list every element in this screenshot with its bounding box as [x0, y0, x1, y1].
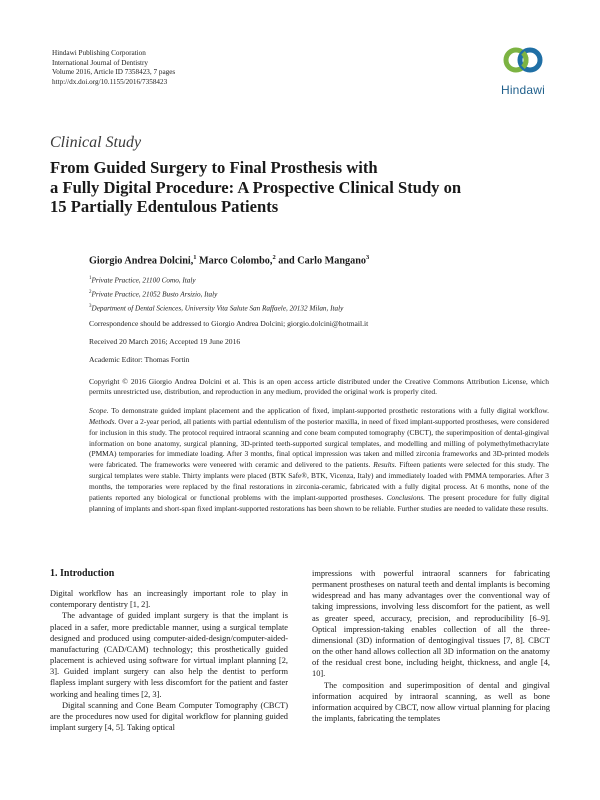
left-column — [50, 568, 288, 733]
abstract-conclusions-label: Conclusions. — [386, 492, 426, 502]
logo-wordmark: Hindawi — [500, 83, 546, 97]
author-name[interactable]: and Carlo Mangano — [278, 255, 366, 267]
affiliation-sup: 1 — [89, 276, 92, 281]
hindawi-logo-icon — [501, 38, 545, 82]
affiliation — [89, 273, 343, 287]
journal-name: International Journal of Dentistry — [52, 58, 149, 67]
right-column — [312, 568, 550, 724]
body-paragraph: Digital workflow has an increasingly important role to play in contemporary dentistry [1, 2]. — [50, 589, 288, 610]
affiliation — [89, 301, 343, 315]
author-list — [89, 254, 369, 266]
abstract-methods: Over a 2-year period, all patients with partial edentulism of the posterior maxilla, in need of fixed implant-supported prostheses, were considered for inclusion in this study. The protocol required intraoral scanning and cone beam computed tomography (CBCT), the superimposition of dental-gingival information on bone anatomy, surgical planning, 3D-printed teeth-supported surgical templates, and modelling and milling of polymethylmethacrylate (PMMA) temporaries for immediate loading. After 3 months, final optical impression was taken and milled zirconia frameworks and 3D-printed models were fabricated. The frameworks were veneered with ceramic and delivered to the patients. — [89, 416, 549, 470]
body-paragraph: The composition and superimposition of dental and gingival information acquired by intraoral scanning, as well as bone information acquired by CBCT, now allow virtual planning for placing the implants, fabricating the templates — [312, 680, 550, 724]
affiliation-sup: 3 — [89, 303, 92, 309]
affiliation-text: Private Practice, 21100 Como, Italy — [91, 276, 196, 285]
abstract-scope: To demonstrate guided implant placement and the application of fixed, implant-supported prosthetic restorations with a fully digital workflow. — [111, 406, 549, 415]
section-heading: 1. Introduction — [50, 568, 115, 579]
affiliation-sup: 2 — [89, 289, 92, 295]
abstract — [89, 406, 549, 514]
correspondence: Correspondence should be addressed to Giorgio Andrea Dolcini; giorgio.dolcini@hotmail.it — [89, 319, 369, 328]
abstract-results-label: Results. — [373, 460, 397, 470]
abstract-results: Fifteen patients were selected for this study. The surgical templates were stable. Thirty implants were placed (BTK Safe®, BTK, Vicenza, Italy) and immediately loaded with PMMA temporaries. After 3 months, the temporaries were replaced by the final restorations in zirconia-ceramic, fabricated with a fully digital process. At 6 months, none of the patients reported any biological or functional problems with the implant-supported prostheses. — [89, 460, 549, 502]
title-line: 15 Partially Edentulous Patients — [50, 197, 279, 217]
article-title — [50, 158, 570, 217]
doi-link[interactable]: http://dx.doi.org/10.1155/2016/7358423 — [52, 77, 168, 86]
abstract-methods-label: Methods. — [89, 416, 117, 426]
title-line: a Fully Digital Procedure: A Prospective Clinical Study on — [50, 177, 462, 197]
copyright-notice: Copyright © 2016 Giorgio Andrea Dolcini et al. This is an open access article distributed under the Creative Commons Attribution License, which permits unrestricted use, distribution, and reproduction in any medium, provided the original work is properly cited. — [89, 377, 549, 397]
hindawi-logo — [497, 38, 549, 104]
academic-editor: Academic Editor: Thomas Fortin — [89, 355, 190, 364]
abstract-conclusions: The present procedure for fully digital planning of implants and short-span fixed implant-supported restorations has been shown to be reliable. Further studies are needed to validate these results. — [89, 492, 550, 513]
publisher-name: Hindawi Publishing Corporation — [52, 49, 146, 57]
body-paragraph: Digital scanning and Cone Beam Computer Tomography (CBCT) are the procedures now used for digital workflow for planning guided implant surgery [4, 5]. Taking optical — [50, 700, 288, 733]
affiliation-text: Department of Dental Sciences, University Vita Salute San Raffaele, 20132 Milan, Italy — [91, 304, 344, 313]
abstract-scope-label: Scope. — [89, 406, 109, 415]
author-name[interactable]: Giorgio Andrea Dolcini, — [89, 255, 194, 267]
affiliation — [89, 287, 343, 301]
affiliation-text: Private Practice, 21052 Busto Arsizio, Italy — [91, 290, 218, 299]
author-sup: 2 — [272, 254, 276, 261]
body-paragraph: impressions with powerful intraoral scanners for fabricating permanent prostheses on natural teeth and dental implants is becoming widespread and has many advantages over the conventional way of taking impressions, involving less discomfort for the patient, as well as greater speed, accuracy, precision, and reproducibility [6–9]. Optical impression-taking enables collection of all the three-dimensional (3D) information of dentogingival tissues [7, 8]. CBCT on the other hand allows collection all 3D information on the anatomy of the residual crest bone, including height, thickness, and angle [4, 10]. — [312, 569, 550, 679]
title-line: From Guided Surgery to Final Prosthesis with — [50, 158, 378, 177]
journal-meta — [52, 49, 175, 87]
body-paragraph: The advantage of guided implant surgery is that the implant is placed in a safer, more predictable manner, using a surgical template designed and produced using computer-aided-design/computer-aided-manufacturing (CAD/CAM) technology; this prosthetically guided placement is achieved using software for virtual implant planning [2, 3]. Guided implant surgery can also help the dentist to perform flapless implant surgery with less discomfort for the patient and faster working and healing times [2, 3]. — [50, 611, 288, 699]
volume-info: Volume 2016, Article ID 7358423, 7 pages — [52, 68, 176, 77]
received-accepted-dates: Received 20 March 2016; Accepted 19 June 2016 — [89, 337, 241, 346]
author-sup: 3 — [365, 254, 370, 261]
author-sup: 1 — [193, 254, 197, 261]
author-name[interactable]: Marco Colombo, — [199, 255, 273, 267]
affiliations — [89, 273, 343, 315]
article-type: Clinical Study — [50, 134, 142, 151]
